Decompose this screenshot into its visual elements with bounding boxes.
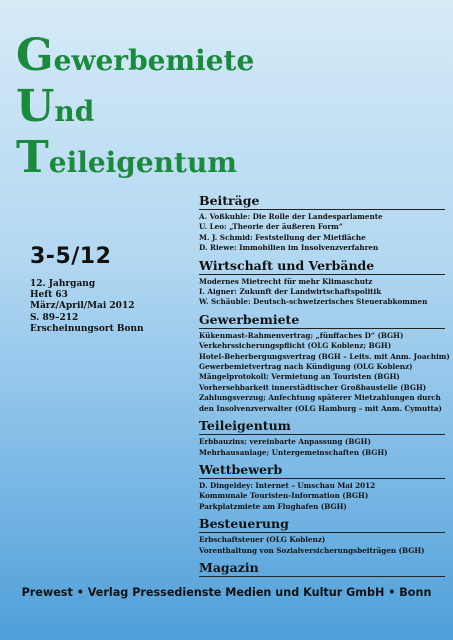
toc-section: [199, 462, 445, 512]
toc-section: [199, 560, 445, 577]
toc-item: Mehrhausanlage; Untergemeinschaften (BGH): [199, 447, 388, 457]
toc-item: Verkehrssicherungspflicht (OLG Koblenz; BGH): [199, 341, 392, 351]
issue-jahrgang: 12. Jahrgang: [30, 279, 96, 289]
toc-item: Modernes Mietrecht für mehr Klimaschutz: [199, 276, 373, 286]
title-word-und: nd: [54, 95, 95, 128]
toc-item: D. Dingeldey: Internet – Umschau Mai 2012: [199, 480, 376, 490]
toc-section: [199, 258, 445, 308]
section-heading: Besteuerung: [199, 516, 445, 533]
toc-item: D. Riewe: Immobilien im Insolvenzverfahren: [199, 243, 379, 253]
title-line-3: [16, 132, 254, 187]
toc-item: Zahlungsverzug; Anfechtung späterer Mietzahlungen durch den Insolvenzverwalter (OLG Hamburg – mit Anm. Cymutta): [199, 393, 442, 413]
toc-item: M. J. Schmid: Feststellung der Mietfläche: [199, 232, 366, 242]
issue-pages: S. 89–212: [30, 312, 79, 323]
toc-item: U. Leo: „Theorie der äußeren Form“: [199, 222, 343, 232]
journal-title: [16, 30, 255, 187]
publisher-footer: Prewest • Verlag Pressedienste Medien und Kultur GmbH • Bonn: [21, 586, 432, 599]
toc-item: A. Voßkuhle: Die Rolle der Landesparlamente: [199, 212, 383, 221]
title-line-2: [16, 81, 254, 136]
section-heading: Gewerbemiete: [199, 312, 445, 329]
toc-item: Kommunale Touristen-Information (BGH): [199, 491, 369, 501]
issue-meta: [30, 279, 180, 335]
toc-item: Hotel-Beherbergungsvertrag (BGH – Leits. mit Anm. Joachim): [199, 351, 450, 361]
toc-item: Kükenmast-Rahmenvertrag; „fünffaches D“ (BGH): [199, 330, 404, 340]
section-heading: Magazin: [199, 560, 445, 577]
section-heading: Wirtschaft und Verbände: [199, 258, 445, 275]
section-heading: Beiträge: [199, 193, 445, 210]
title-initial-u: U: [16, 81, 54, 132]
toc-section: [199, 311, 450, 414]
toc-item: Gewerbemietvertrag nach Kündigung (OLG Koblenz): [199, 362, 413, 372]
toc-section: [199, 193, 445, 254]
title-initial-g: G: [16, 30, 53, 81]
toc-item: Erbschaftsteuer (OLG Koblenz): [199, 535, 326, 545]
title-line-1: [16, 30, 255, 85]
table-of-contents: [199, 193, 450, 581]
toc-item: Vorhersehbarkeit innerstädtischer Großbaustelle (BGH): [199, 382, 427, 392]
title-word-teileigentum: eileigentum: [48, 146, 237, 179]
section-heading: Wettbewerb: [199, 462, 445, 479]
issue-ort: Erscheinungsort Bonn: [30, 323, 144, 334]
issue-months: März/April/Mai 2012: [30, 301, 135, 312]
toc-section: [199, 418, 445, 458]
toc-item: W. Schäuble: Deutsch-schweizerisches Steuerabkommen: [199, 297, 428, 307]
issue-number: 3-5/12: [30, 244, 112, 269]
section-heading: Teileigentum: [199, 418, 445, 435]
issue-heft: Heft 63: [30, 290, 68, 301]
toc-section: [199, 516, 445, 556]
toc-item: Vorenthaltung von Sozialversicherungsbeiträgen (BGH): [199, 545, 425, 555]
toc-item: Erbbauzins; vereinbarte Anpassung (BGH): [199, 437, 371, 447]
title-word-gewerbemiete: ewerbemiete: [53, 44, 255, 77]
title-initial-t: T: [16, 132, 48, 183]
toc-item: Mängelprotokoll; Vermietung an Touristen (BGH): [199, 372, 400, 382]
toc-item: Parkplatzmiete am Flughafen (BGH): [199, 501, 347, 511]
issue-info: [30, 244, 180, 335]
toc-item: I. Aigner: Zukunft der Landwirtschaftspolitik: [199, 287, 382, 297]
